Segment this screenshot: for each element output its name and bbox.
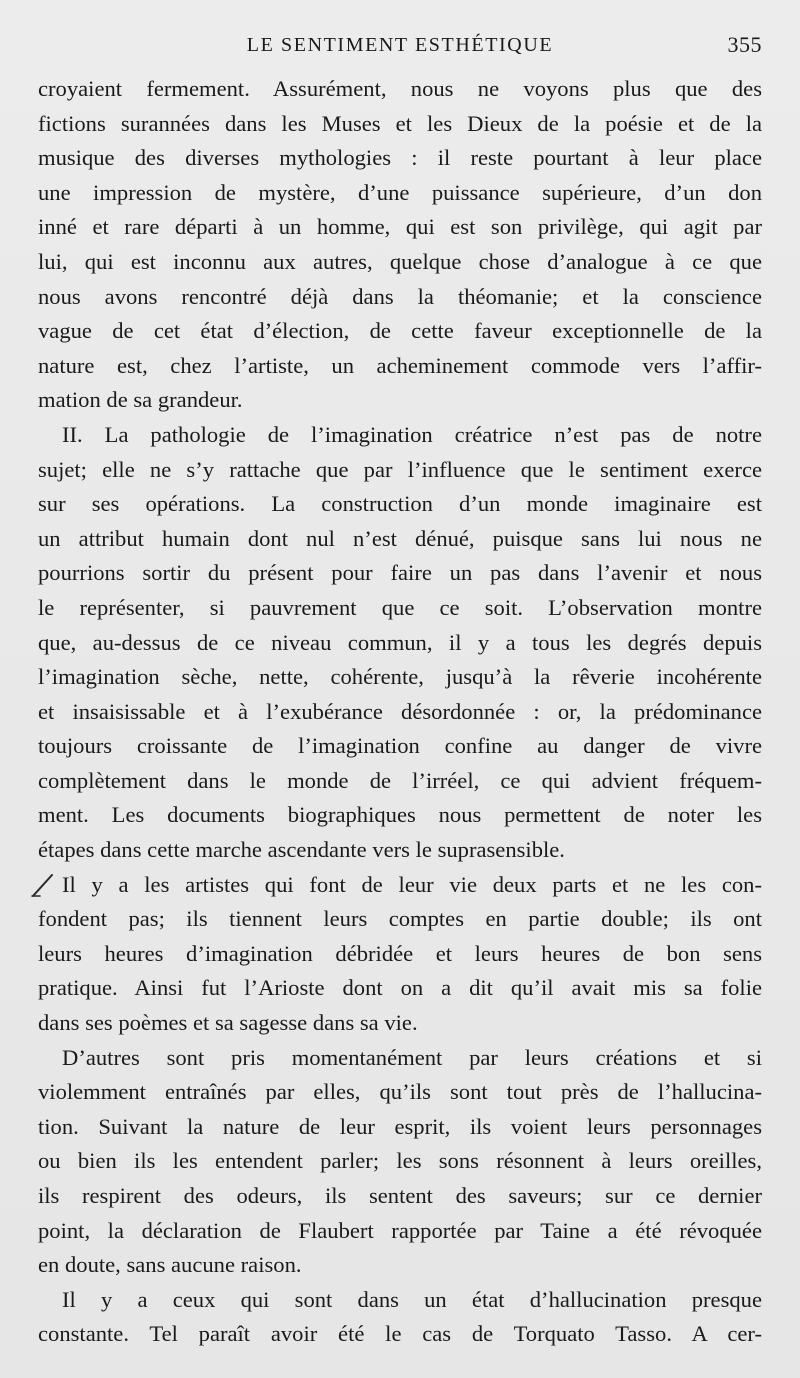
body-text: [38, 72, 762, 1352]
text-line: vague de cet état d’élection, de cette faveur exceptionnelle de la: [38, 318, 762, 344]
running-title: LE SENTIMENT ESTHÉTIQUE: [246, 34, 554, 56]
text-line: toujours croissante de l’imagination confine au danger de vivre: [38, 733, 762, 759]
text-line: sur ses opérations. La construction d’un monde imaginaire est: [38, 491, 762, 517]
text-line: tion. Suivant la nature de leur esprit, ils voient leurs personnages: [38, 1113, 762, 1139]
text-line: pourrions sortir du présent pour faire un pas dans l’avenir et nous: [38, 560, 762, 586]
text-line: dans ses poèmes et sa sagesse dans sa vie.: [38, 1010, 418, 1036]
text-line: sujet; elle ne s’y rattache que par l’influence que le sentiment exerce: [38, 456, 762, 482]
text-line: constante. Tel paraît avoir été le cas de Torquato Tasso. A cer-: [38, 1321, 762, 1347]
text-line: étapes dans cette marche ascendante vers le suprasensible.: [38, 837, 565, 863]
text-line: pratique. Ainsi fut l’Arioste dont on a dit qu’il avait mis sa folie: [38, 975, 762, 1001]
text-line: ou bien ils les entendent parler; les sons résonnent à leurs oreilles,: [38, 1148, 762, 1174]
text-line: lui, qui est inconnu aux autres, quelque chose d’analogue à ce que: [38, 248, 762, 274]
text-line: Il y a ceux qui sont dans un état d’hallucination presque: [62, 1286, 762, 1312]
text-line: fondent pas; ils tiennent leurs comptes en partie double; ils ont: [38, 906, 762, 932]
text-line: mation de sa grandeur.: [38, 387, 243, 413]
text-line: Il y a les artistes qui font de leur vie deux parts et ne les con-: [62, 871, 762, 897]
text-line: II. La pathologie de l’imagination créatrice n’est pas de notre: [62, 421, 762, 447]
text-line: en doute, sans aucune raison.: [38, 1252, 302, 1278]
text-line: nous avons rencontré déjà dans la théomanie; et la conscience: [38, 283, 762, 309]
text-line: et insaisissable et à l’exubérance désordonnée : or, la prédominance: [38, 698, 762, 724]
text-line: ils respirent des odeurs, ils sentent des saveurs; sur ce dernier: [38, 1183, 762, 1208]
text-line: une impression de mystère, d’une puissance supérieure, d’un don: [38, 179, 762, 205]
text-line: un attribut humain dont nul n’est dénué, puisque sans lui nous ne: [38, 525, 762, 551]
text-line: leurs heures d’imagination débridée et leurs heures de bon sens: [38, 940, 762, 966]
text-line: inné et rare départi à un homme, qui est son privilège, qui agit par: [38, 214, 762, 240]
text-line: croyaient fermement. Assurément, nous ne voyons plus que des: [38, 76, 762, 101]
page-header: [38, 32, 762, 64]
text-line: ment. Les documents biographiques nous permettent de noter les: [38, 802, 762, 828]
text-line: point, la déclaration de Flaubert rapportée par Taine a été révoquée: [38, 1217, 762, 1243]
text-line: D’autres sont pris momentanément par leurs créations et si: [62, 1044, 762, 1070]
paragraph-2: [38, 418, 762, 868]
paragraph-1: [38, 72, 762, 418]
text-line: que, au-dessus de ce niveau commun, il y a tous les degrés depuis: [38, 629, 762, 655]
text-line: l’imagination sèche, nette, cohérente, jusqu’à la rêverie incohérente: [38, 664, 762, 690]
text-line: nature est, chez l’artiste, un acheminement commode vers l’affir-: [38, 352, 762, 378]
paragraph-3: [38, 868, 762, 1041]
text-line: complètement dans le monde de l’irréel, ce qui advient fréquem-: [38, 767, 762, 793]
text-line: fictions surannées dans les Muses et les Dieux de la poésie et de la: [38, 110, 762, 136]
paragraph-5: [38, 1283, 762, 1352]
text-line: musique des diverses mythologies : il reste pourtant à leur place: [38, 145, 762, 171]
page-number: 355: [727, 32, 762, 57]
text-line: violemment entraînés par elles, qu’ils sont tout près de l’hallucina-: [38, 1079, 762, 1105]
text-line: le représenter, si pauvrement que ce soit. L’observation montre: [38, 594, 762, 620]
paragraph-4: [38, 1041, 762, 1283]
